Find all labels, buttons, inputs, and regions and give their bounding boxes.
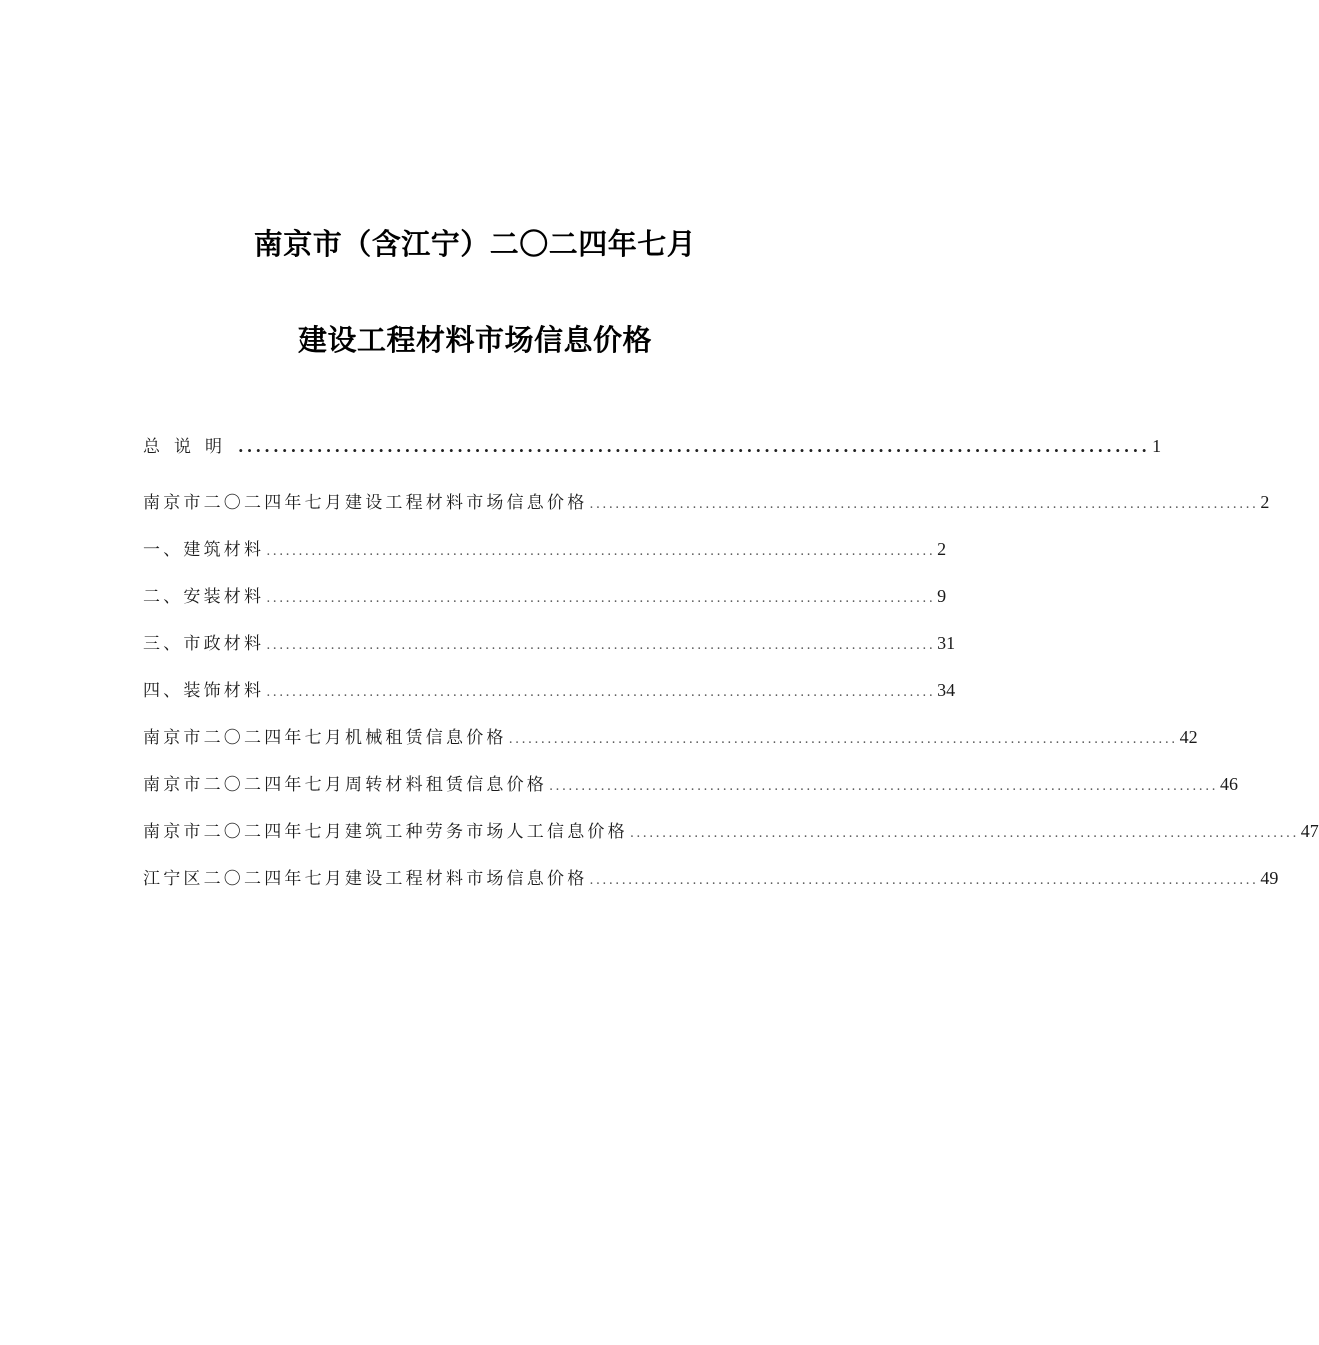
toc-item-page-number: 31 (937, 633, 956, 653)
toc-item-page-number: 49 (1260, 868, 1279, 888)
document-title-line-1: 南京市（含江宁）二〇二四年七月 (253, 227, 697, 261)
toc-item-machinery-rental[interactable] (143, 723, 1198, 751)
toc-item-label: 南京市二〇二四年七月机械租赁信息价格 (143, 728, 507, 748)
toc-leader-dots: ........................................................................................................ (508, 732, 1178, 747)
toc-item-page-number: 2 (1260, 492, 1270, 512)
toc-item-label: 三、市政材料 (143, 634, 265, 654)
toc-leader-dots: ........................................................................................................ (266, 544, 936, 559)
toc-item-label: 总说明 (143, 437, 236, 457)
toc-item-page-number: 2 (937, 539, 947, 559)
toc-item-label: 二、安装材料 (143, 587, 265, 607)
toc-leader-dots: ........................................................................................................ (589, 497, 1259, 512)
toc-leader-dots: ........................................................................................................ (266, 591, 936, 606)
toc-item-label: 南京市二〇二四年七月建筑工种劳务市场人工信息价格 (143, 822, 628, 842)
toc-item-jiangning-materials[interactable] (143, 864, 1279, 892)
toc-leader-dots: ........................................................................................................ (549, 779, 1218, 794)
toc-item-label: 一、建筑材料 (143, 540, 265, 560)
toc-item-label: 南京市二〇二四年七月建设工程材料市场信息价格 (143, 493, 588, 513)
toc-item-page-number: 42 (1179, 727, 1198, 747)
toc-item-label: 南京市二〇二四年七月周转材料租赁信息价格 (143, 775, 547, 795)
toc-item-nanjing-materials[interactable] (143, 488, 1270, 516)
toc-item-labor-prices[interactable] (143, 817, 1319, 845)
toc-item-label: 四、装饰材料 (143, 681, 265, 701)
document-title-line-2: 建设工程材料市场信息价格 (297, 323, 652, 357)
toc-item-turnover-materials-rental[interactable] (143, 770, 1238, 798)
toc-leader-dots: ........................................................................................................ (238, 437, 1151, 456)
toc-item-page-number: 9 (937, 586, 947, 606)
toc-item-building-materials[interactable] (143, 535, 947, 563)
toc-item-page-number: 34 (937, 680, 956, 700)
toc-leader-dots: ........................................................................................................ (589, 873, 1259, 888)
toc-item-municipal-materials[interactable] (143, 629, 956, 657)
toc-item-decoration-materials[interactable] (143, 676, 956, 704)
toc-item-label: 江宁区二〇二四年七月建设工程材料市场信息价格 (143, 869, 588, 889)
toc-item-general-notes[interactable] (143, 432, 1162, 460)
toc-leader-dots: ........................................................................................................ (266, 685, 936, 700)
toc-item-page-number: 46 (1219, 774, 1238, 794)
toc-item-page-number: 1 (1152, 436, 1162, 456)
toc-leader-dots: ........................................................................................................ (629, 826, 1299, 841)
toc-leader-dots: ........................................................................................................ (266, 638, 936, 653)
toc-item-installation-materials[interactable] (143, 582, 947, 610)
toc-item-page-number: 47 (1300, 821, 1319, 841)
